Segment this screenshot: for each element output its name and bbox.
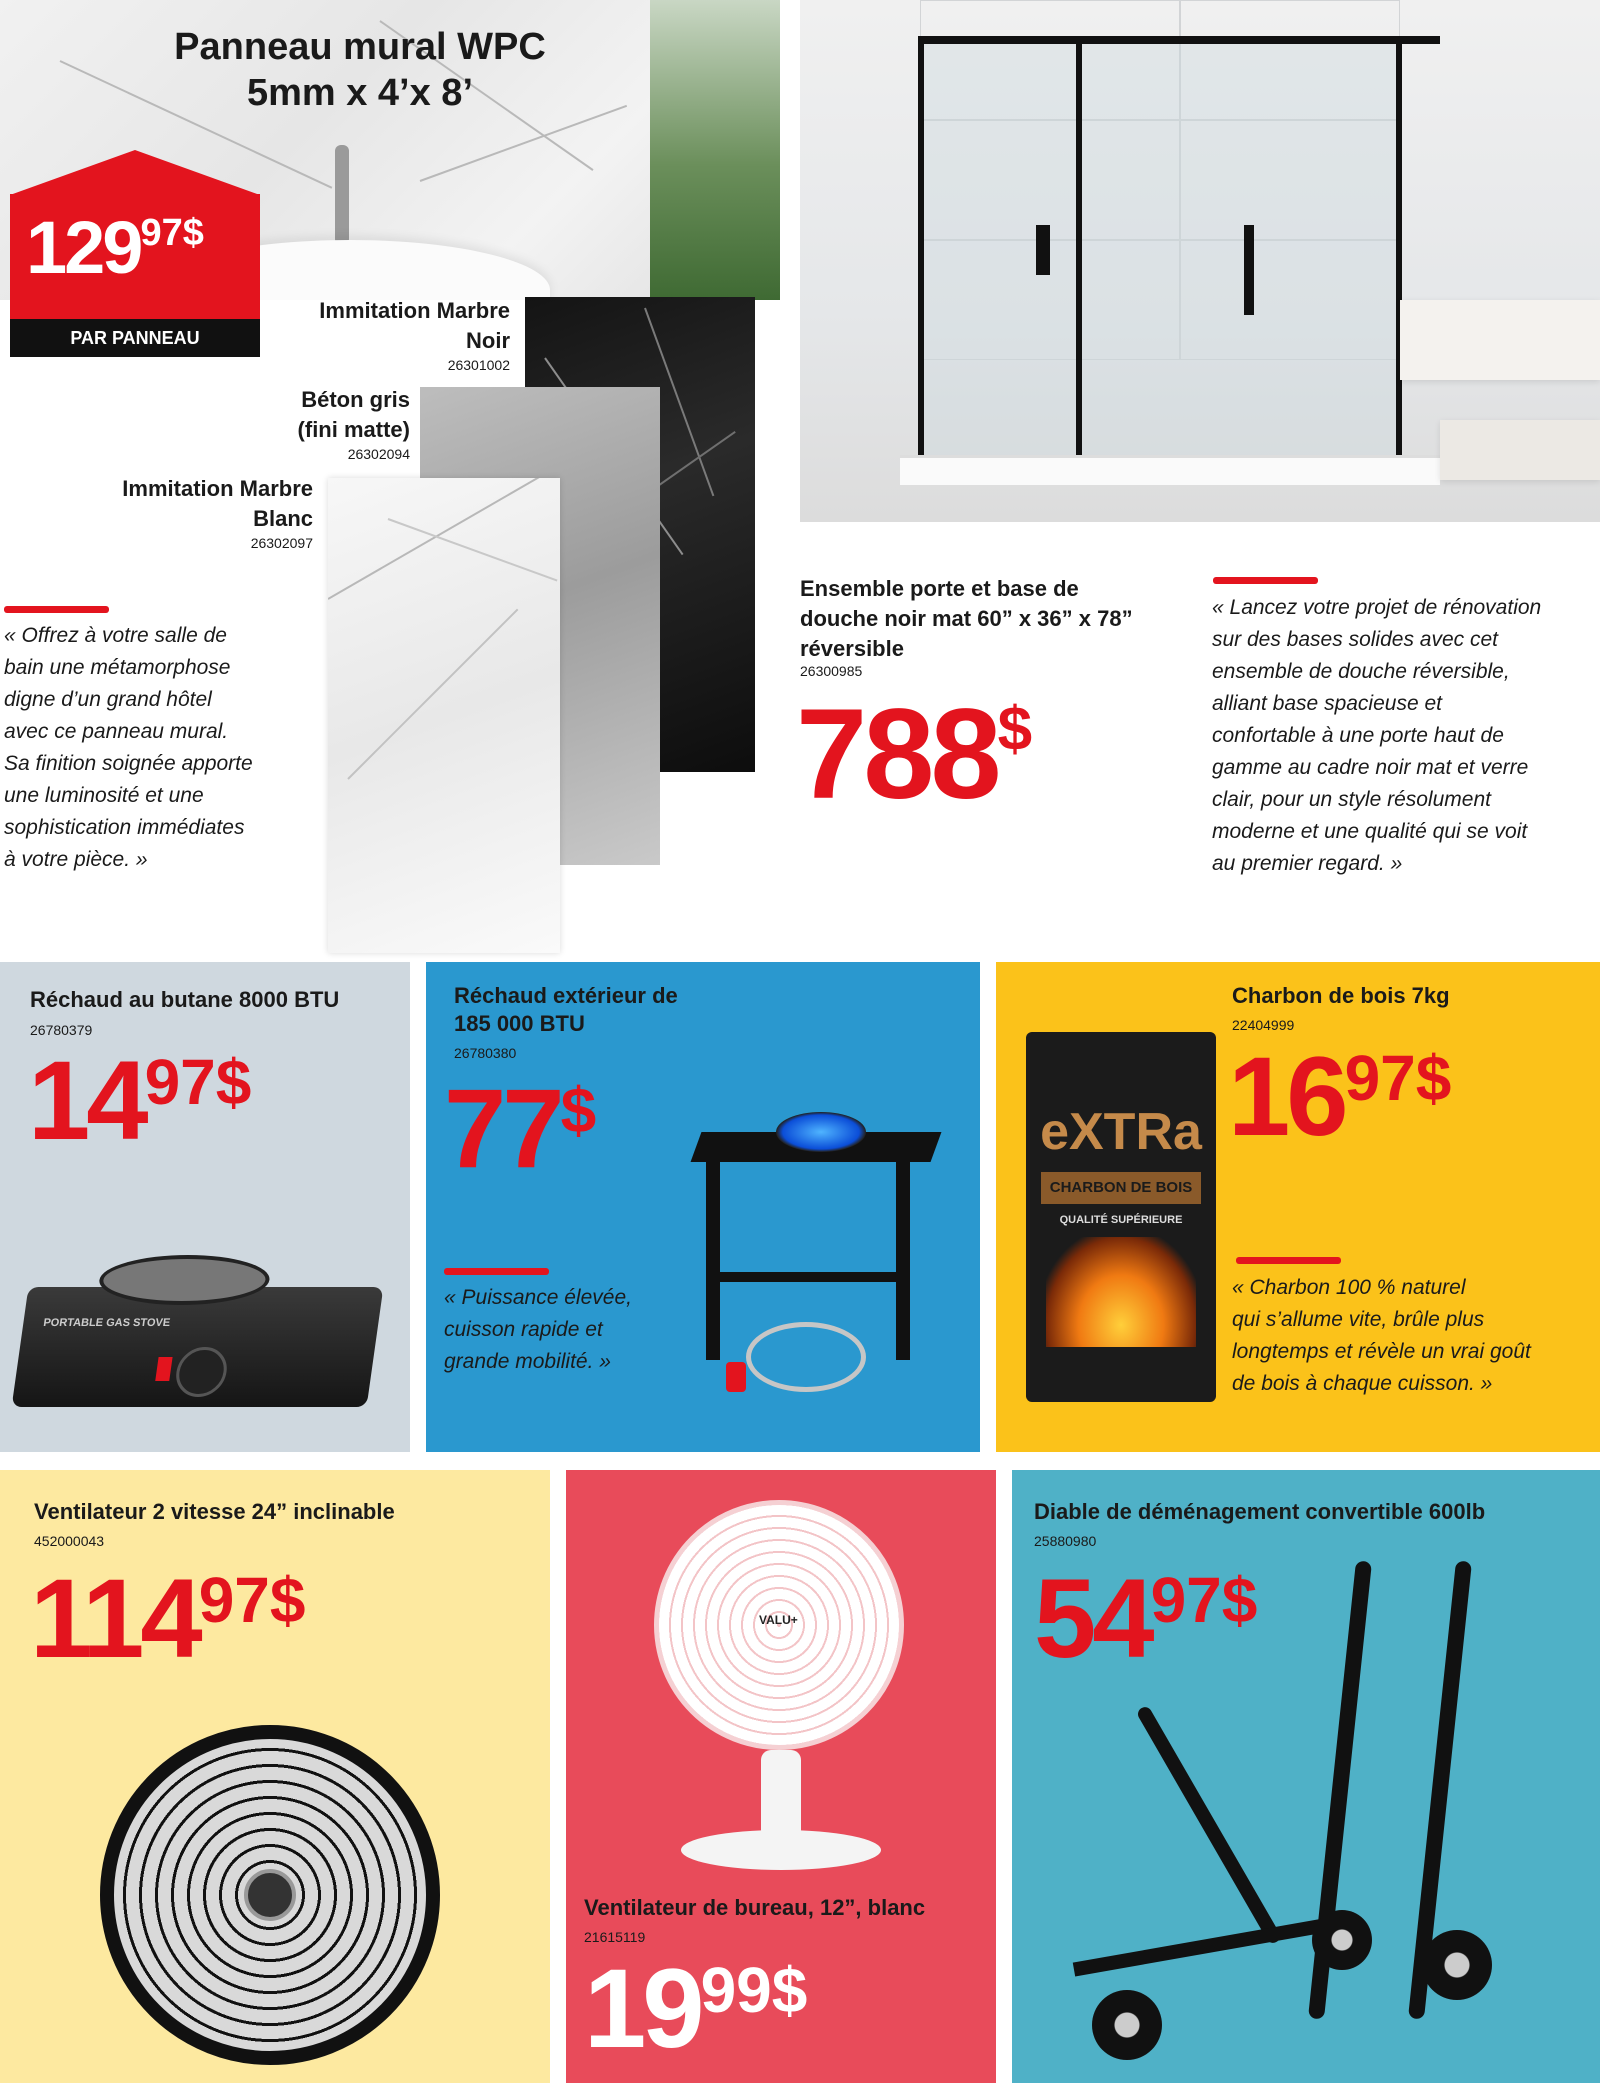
section-outdoor-stove — [426, 962, 980, 1452]
charcoal-price: 1697$ — [1228, 1034, 1452, 1159]
butane-price: 1497$ — [28, 1038, 252, 1163]
bag-quality: QUALITÉ SUPÉRIEURE — [1059, 1214, 1183, 1226]
desk-fan-sku: 21615119 — [584, 1929, 646, 1945]
floor-fan-sku: 452000043 — [34, 1533, 105, 1549]
charcoal-sku: 22404999 — [1232, 1017, 1295, 1033]
outdoor-stove-price: 77$ — [444, 1066, 597, 1191]
desk-fan-image — [654, 1500, 904, 1750]
plant-decor — [650, 0, 780, 300]
section-floor-fan — [0, 1470, 550, 2083]
butane-sku: 26780379 — [30, 1022, 93, 1038]
charcoal-bag-image — [1026, 1032, 1216, 1402]
outdoor-stove-image — [696, 1072, 956, 1412]
panel-quote: « Offrez à votre salle de bain une métamorphose digne d’un grand hôtel avec ce panneau mural. Sa finition soignée apporte une luminosité et une sophistication immédiates à votre pièce. » — [4, 624, 253, 871]
shower-sku: 26300985 — [800, 663, 863, 679]
shower-quote: « Lancez votre projet de rénovation sur des bases solides avec cet ensemble de douche réversible, alliant base spacieuse et confortable à une porte haut de gamme au cadre noir mat et verre clair, pour un style résolument moderne et une qualité qui se voit au premier regard. » — [1212, 596, 1542, 875]
charcoal-title: Charbon de bois 7kg — [1232, 983, 1450, 1008]
variant-blanc: Immitation Marbre Blanc 26302097 — [122, 476, 313, 551]
bag-product: CHARBON DE BOIS — [1041, 1172, 1201, 1204]
desk-fan-price: 1999$ — [584, 1946, 808, 2071]
section-dolly — [1012, 1470, 1600, 2083]
quote-accent-bar — [4, 606, 109, 613]
panel-price-unit: PAR PANNEAU — [10, 319, 260, 357]
floor-fan-image — [100, 1725, 440, 2065]
outdoor-stove-title: Réchaud extérieur de 185 000 BTU — [454, 983, 678, 1036]
dolly-price: 5497$ — [1034, 1556, 1258, 1681]
dolly-image — [1032, 1550, 1592, 2070]
butane-title: Réchaud au butane 8000 BTU — [30, 987, 340, 1012]
dolly-sku: 25880980 — [1034, 1533, 1097, 1549]
floor-fan-title: Ventilateur 2 vitesse 24” inclinable — [34, 1499, 395, 1524]
shower-title: Ensemble porte et base de douche noir mat 60” x 36” x 78” réversible — [800, 576, 1133, 661]
section-butane-stove — [0, 962, 410, 1452]
shower-photo — [800, 0, 1600, 522]
charcoal-quote: « Charbon 100 % naturel qui s’allume vite, brûle plus longtemps et révèle un vrai goût de bois à chaque cuisson. » — [1232, 1276, 1531, 1395]
variant-beton: Béton gris (fini matte) 26302094 — [297, 387, 410, 462]
dolly-title: Diable de déménagement convertible 600lb — [1034, 1499, 1486, 1524]
panel-title: Panneau mural WPC 5mm x 4’x 8’ — [174, 26, 546, 114]
floor-fan-price: 11497$ — [30, 1556, 306, 1681]
outdoor-stove-quote: « Puissance élevée, cuisson rapide et grande mobilité. » — [444, 1286, 632, 1373]
quote-accent-bar — [444, 1268, 549, 1275]
desk-fan-title: Ventilateur de bureau, 12”, blanc — [584, 1895, 926, 1920]
outdoor-stove-sku: 26780380 — [454, 1045, 517, 1061]
section-desk-fan — [566, 1470, 996, 2083]
panel-price: 12997$ — [26, 206, 204, 289]
quote-accent-bar — [1213, 577, 1318, 584]
bag-brand: eXTRa — [1040, 1103, 1202, 1161]
faucet-decor — [335, 145, 349, 245]
stove-label: PORTABLE GAS STOVE — [42, 1317, 171, 1329]
desk-fan-brand: VALU+ — [759, 1613, 798, 1627]
swatch-marbre-blanc — [328, 478, 560, 953]
variant-noir: Immitation Marbre Noir 26301002 — [319, 298, 510, 373]
quote-accent-bar — [1236, 1257, 1341, 1264]
butane-stove-image — [12, 1287, 384, 1407]
section-charcoal — [996, 962, 1600, 1452]
shower-price: 788$ — [796, 683, 1033, 826]
